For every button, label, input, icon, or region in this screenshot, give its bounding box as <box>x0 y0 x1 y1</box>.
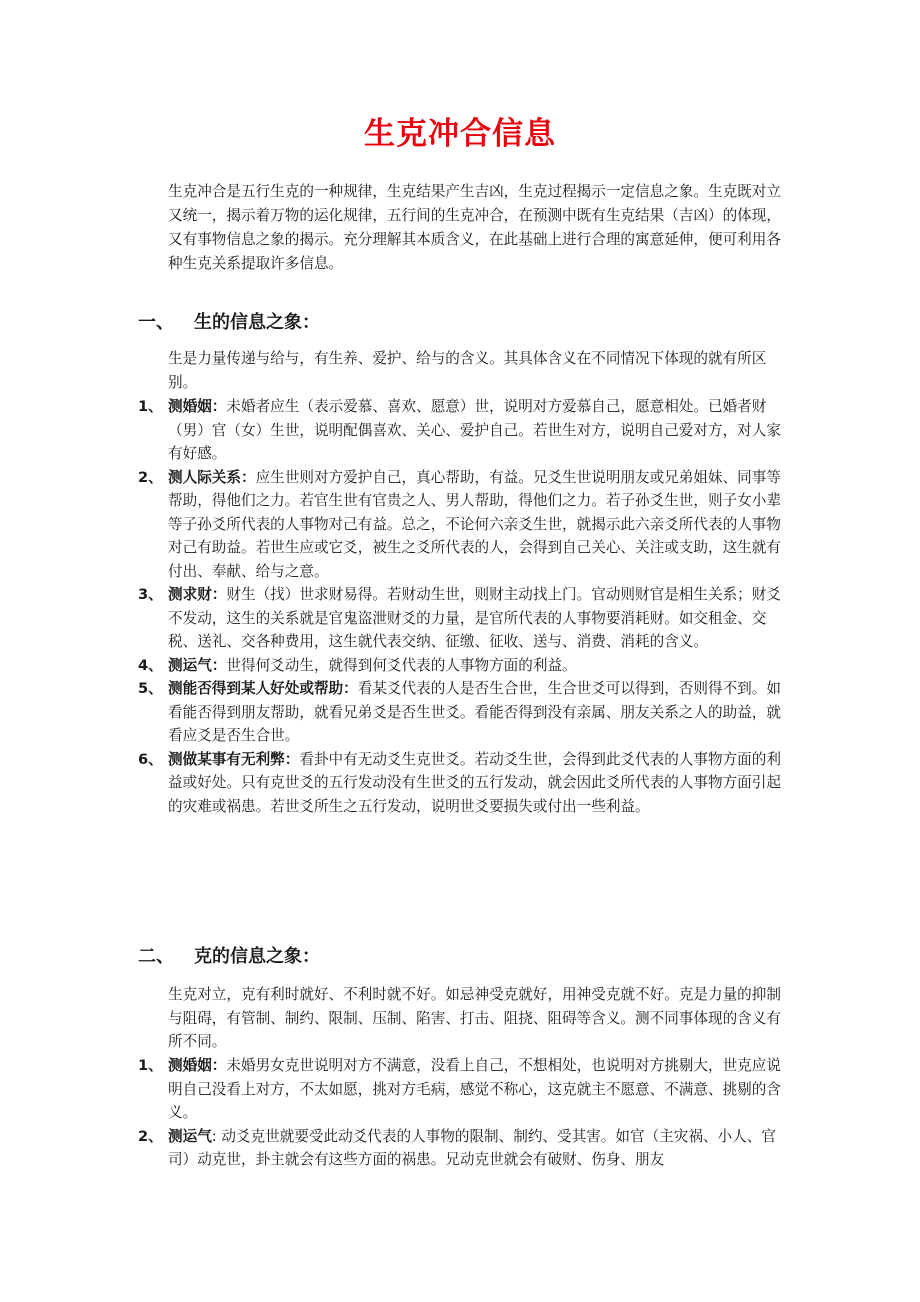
section2-heading <box>138 943 778 971</box>
page-title: 生克冲合信息 <box>364 116 556 152</box>
list-item-index: 1、 <box>138 1057 163 1074</box>
list-item-index: 3、 <box>138 586 163 603</box>
list-item-text: : 动爻克世就要受此动爻代表的人事物的限制、制约、受其害。如官（主灾祸、小人、官司）动克世，卦主就会有这些方面的祸患。兄动克世就会有破财、伤身、朋友 <box>168 1127 776 1168</box>
section2-title: 克的信息之象： <box>194 946 320 967</box>
list-item-index: 6、 <box>138 750 163 768</box>
list-item-text: 看卦中有无动爻生克世爻。若动爻生世，会得到此爻代表的人事物方面的利益或好处。只有克世爻的五行发动没有生世爻的五行发动，就会因此爻所代表的人事物方面引起的灾难或祸患。若世爻所生之五行发动，说明世爻要损失或付出一些利益。 <box>168 750 781 815</box>
list-item-text: 财生（找）世求财易得。若财动生世，则财主动找上门。官动则财官是相生关系；财爻不发动，这生的关系就是官鬼盗泄财爻的力量，是官所代表的人事物要消耗财。如交租金、交税、送礼、交各种费用，这生就代表交纳、征缴、征收、送与、消费、消耗的含义。 <box>168 586 781 650</box>
section2-number: 二、 <box>138 946 174 967</box>
list-item <box>138 748 784 819</box>
list-item-text: 看某爻代表的人是否生合世，生合世爻可以得到，否则得不到。如看能否得到朋友帮助，就看兄弟爻是否生世爻。看能否得到没有亲属、朋友关系之人的助益，就看应爻是否生合世。 <box>168 680 781 744</box>
list-item-label: 测做某事有无利弊： <box>168 750 300 768</box>
list-item-label: 测婚姻： <box>168 1057 227 1074</box>
section1-heading <box>138 309 778 337</box>
list-item <box>138 1125 784 1172</box>
list-item-label: 测运气 <box>168 1127 212 1145</box>
list-item-label: 测能否得到某人好处或帮助： <box>168 680 358 697</box>
list-item-text: 未婚者应生（表示爱慕、喜欢、愿意）世，说明对方爱慕自己，愿意相处。已婚者财（男）官（女）生世，说明配偶喜欢、关心、爱护自己。若世生对方，说明自己爱对方，对人家有好感。 <box>168 398 781 462</box>
list-item-index: 1、 <box>138 398 163 415</box>
list-item-label: 测人际关系： <box>168 468 256 486</box>
list-item-text: 应生世则对方爱护自己，真心帮助，有益。兄爻生世说明朋友或兄弟姐妹、同事等帮助，得他们之力。若官生世有官贵之人、男人帮助，得他们之力。若子孙爻生世，则子女小辈等子孙爻所代表的人事物对己有益。总之，不论何六亲爻生世，就揭示此六亲爻所代表的人事物对己有助益。若世生应或它爻，被生之爻所代表的人，会得到自己关心、关注或支助，这生就有付出、奉献、给与之意。 <box>168 468 781 580</box>
section2-list <box>138 1054 784 1172</box>
list-item-index: 4、 <box>138 656 163 674</box>
list-item <box>138 583 784 654</box>
section2-intro: 生克对立，克有利时就好、不利时就不好。如忌神受克就好，用神受克就不好。克是力量的抑制与阻碍，有管制、制约、限制、压制、陷害、打击、阻挠、阻碍等含义。测不同事体现的含义有所不同。 <box>168 986 781 1050</box>
list-item-text: 未婚男女克世说明对方不满意，没看上自己，不想相处，也说明对方挑剔大，世克应说明自己没看上对方，不太如愿，挑对方毛病，感觉不称心，这克就主不愿意、不满意、挑剔的含义。 <box>168 1057 781 1121</box>
section1-title: 生的信息之象： <box>194 312 320 333</box>
section1-list <box>138 395 784 818</box>
list-item-text: 世得何爻动生，就得到何爻代表的人事物方面的利益。 <box>226 656 577 674</box>
section1-number: 一、 <box>138 312 174 333</box>
list-item-index: 5、 <box>138 680 163 697</box>
list-item-label: 测求财： <box>168 586 227 603</box>
list-item-label: 测婚姻： <box>168 398 227 415</box>
list-item-label: 测运气： <box>168 656 227 674</box>
list-item <box>138 466 784 584</box>
section1-intro: 生是力量传递与给与，有生养、爱护、给与的含义。其具体含义在不同情况下体现的就有所区别。 <box>168 350 767 391</box>
list-item <box>138 654 784 678</box>
intro-paragraph: 生克冲合是五行生克的一种规律，生克结果产生吉凶，生克过程揭示一定信息之象。生克既对立又统一，揭示着万物的运化规律，五行间的生克冲合，在预测中既有生克结果（吉凶）的体现，又有事物信息之象的揭示。充分理解其本质含义，在此基础上进行合理的寓意延伸，便可利用各种生克关系提取许多信息。 <box>168 183 781 272</box>
list-item <box>138 395 784 466</box>
list-item <box>138 677 784 748</box>
list-item-index: 2、 <box>138 1127 163 1145</box>
list-item-index: 2、 <box>138 468 163 486</box>
list-item <box>138 1054 784 1125</box>
